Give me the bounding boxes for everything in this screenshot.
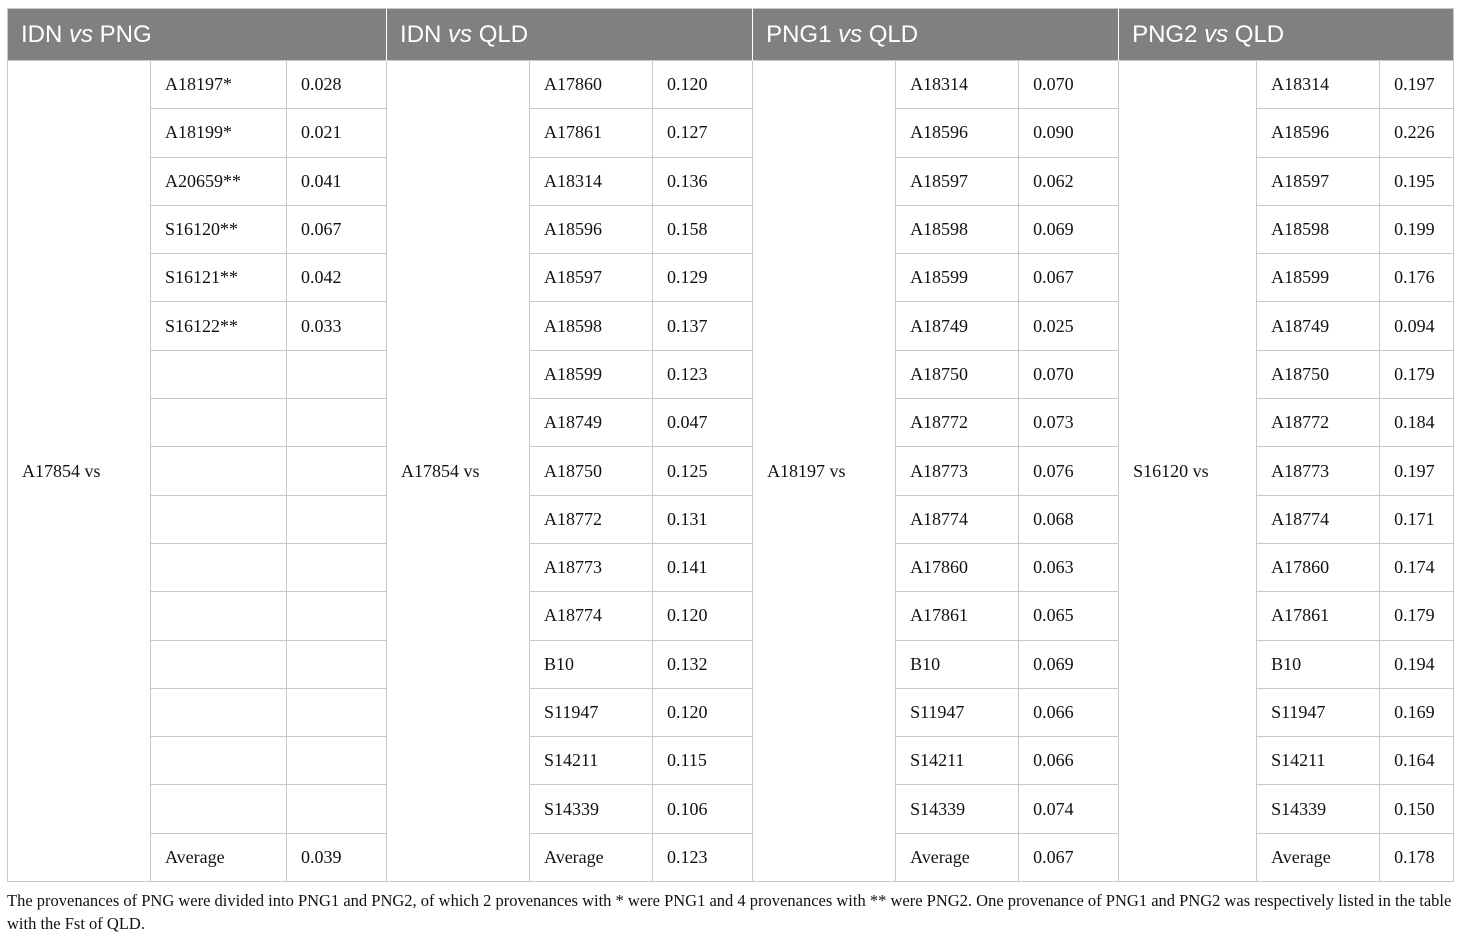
fst-value-cell: 0.120 (653, 61, 753, 109)
fst-value-cell: 0.039 (287, 833, 387, 881)
fst-value-cell: 0.106 (653, 785, 753, 833)
fst-value-cell: 0.076 (1019, 447, 1119, 495)
provenance-cell: A18597 (896, 157, 1019, 205)
fst-value-cell: 0.132 (653, 640, 753, 688)
fst-value-cell: 0.094 (1380, 302, 1454, 350)
table-row (8, 61, 1454, 109)
fst-value-cell: 0.199 (1380, 205, 1454, 253)
provenance-cell: S14211 (896, 737, 1019, 785)
provenance-cell (151, 447, 287, 495)
fst-value-cell: 0.137 (653, 302, 753, 350)
provenance-cell: S16122** (151, 302, 287, 350)
provenance-cell: A18774 (1257, 495, 1380, 543)
provenance-cell: A18314 (896, 61, 1019, 109)
fst-value-cell: 0.067 (1019, 254, 1119, 302)
group-label: A18197 vs (753, 61, 896, 882)
table-body (8, 61, 1454, 882)
provenance-cell: A20659** (151, 157, 287, 205)
provenance-cell: A18598 (1257, 205, 1380, 253)
fst-value-cell (287, 785, 387, 833)
header-right-text: PNG (93, 20, 152, 48)
fst-value-cell: 0.042 (287, 254, 387, 302)
fst-value-cell: 0.028 (287, 61, 387, 109)
provenance-cell: A18596 (530, 205, 653, 253)
provenance-cell (151, 495, 287, 543)
fst-value-cell: 0.179 (1380, 350, 1454, 398)
fst-value-cell: 0.141 (653, 543, 753, 591)
table-header-row (8, 9, 1454, 61)
provenance-cell: A17860 (1257, 543, 1380, 591)
header-left-text: IDN (400, 20, 449, 48)
fst-value-cell: 0.120 (653, 688, 753, 736)
fst-value-cell (287, 399, 387, 447)
provenance-cell: A18599 (896, 254, 1019, 302)
group-label: S16120 vs (1119, 61, 1257, 882)
column-header-4 (1119, 9, 1454, 61)
fst-value-cell: 0.184 (1380, 399, 1454, 447)
header-left-text: PNG2 (1132, 20, 1205, 48)
provenance-cell: A18774 (896, 495, 1019, 543)
fst-value-cell: 0.129 (653, 254, 753, 302)
fst-value-cell: 0.197 (1380, 61, 1454, 109)
fst-value-cell: 0.179 (1380, 592, 1454, 640)
provenance-cell: A18772 (530, 495, 653, 543)
provenance-cell: S14339 (1257, 785, 1380, 833)
provenance-cell: S14211 (1257, 737, 1380, 785)
provenance-cell: A18599 (530, 350, 653, 398)
fst-value-cell: 0.069 (1019, 205, 1119, 253)
provenance-cell: A18596 (1257, 109, 1380, 157)
column-header-2 (387, 9, 753, 61)
fst-value-cell: 0.025 (1019, 302, 1119, 350)
fst-value-cell: 0.069 (1019, 640, 1119, 688)
provenance-cell: A18199* (151, 109, 287, 157)
fst-value-cell: 0.164 (1380, 737, 1454, 785)
fst-value-cell: 0.065 (1019, 592, 1119, 640)
provenance-cell: S11947 (530, 688, 653, 736)
provenance-cell: S16121** (151, 254, 287, 302)
fst-value-cell: 0.171 (1380, 495, 1454, 543)
provenance-cell (151, 592, 287, 640)
provenance-cell: Average (530, 833, 653, 881)
fst-value-cell: 0.062 (1019, 157, 1119, 205)
fst-value-cell: 0.127 (653, 109, 753, 157)
fst-value-cell: 0.120 (653, 592, 753, 640)
provenance-cell: A18750 (1257, 350, 1380, 398)
provenance-cell (151, 399, 287, 447)
fst-value-cell: 0.169 (1380, 688, 1454, 736)
fst-value-cell: 0.021 (287, 109, 387, 157)
provenance-cell: B10 (896, 640, 1019, 688)
provenance-cell: B10 (530, 640, 653, 688)
provenance-cell: A18773 (530, 543, 653, 591)
provenance-cell: A18314 (530, 157, 653, 205)
fst-value-cell: 0.073 (1019, 399, 1119, 447)
provenance-cell: A18598 (896, 205, 1019, 253)
provenance-cell (151, 737, 287, 785)
fst-value-cell (287, 592, 387, 640)
header-right-text: QLD (472, 20, 529, 48)
provenance-cell: B10 (1257, 640, 1380, 688)
provenance-cell: A18596 (896, 109, 1019, 157)
provenance-cell: A18597 (1257, 157, 1380, 205)
header-left-text: IDN (21, 20, 69, 48)
header-right-text: QLD (862, 20, 919, 48)
header-right-text: QLD (1228, 20, 1285, 48)
provenance-cell (151, 350, 287, 398)
fst-value-cell: 0.131 (653, 495, 753, 543)
fst-value-cell: 0.176 (1380, 254, 1454, 302)
fst-value-cell: 0.070 (1019, 61, 1119, 109)
column-header-3 (753, 9, 1119, 61)
fst-value-cell: 0.066 (1019, 688, 1119, 736)
provenance-cell: A18772 (1257, 399, 1380, 447)
column-header-1 (8, 9, 387, 61)
fst-value-cell: 0.066 (1019, 737, 1119, 785)
provenance-cell: A18197* (151, 61, 287, 109)
fst-value-cell: 0.115 (653, 737, 753, 785)
fst-value-cell (287, 737, 387, 785)
provenance-cell: A18772 (896, 399, 1019, 447)
fst-value-cell: 0.067 (1019, 833, 1119, 881)
fst-value-cell (287, 688, 387, 736)
fst-value-cell: 0.150 (1380, 785, 1454, 833)
provenance-cell: S14211 (530, 737, 653, 785)
header-vs-text: vs (838, 20, 863, 48)
fst-value-cell: 0.195 (1380, 157, 1454, 205)
provenance-cell: A18750 (896, 350, 1019, 398)
header-vs-text: vs (1204, 20, 1229, 48)
group-label: A17854 vs (387, 61, 530, 882)
provenance-cell: A17861 (530, 109, 653, 157)
provenance-cell (151, 688, 287, 736)
fst-value-cell: 0.063 (1019, 543, 1119, 591)
provenance-cell: A17860 (530, 61, 653, 109)
provenance-cell: A18314 (1257, 61, 1380, 109)
fst-value-cell: 0.047 (653, 399, 753, 447)
provenance-cell: A18749 (1257, 302, 1380, 350)
provenance-cell: S11947 (1257, 688, 1380, 736)
fst-value-cell (287, 543, 387, 591)
fst-value-cell: 0.158 (653, 205, 753, 253)
provenance-cell (151, 785, 287, 833)
provenance-cell: A18598 (530, 302, 653, 350)
fst-value-cell: 0.125 (653, 447, 753, 495)
provenance-cell: A18750 (530, 447, 653, 495)
provenance-cell: A17860 (896, 543, 1019, 591)
group-label: A17854 vs (8, 61, 151, 882)
fst-value-cell (287, 350, 387, 398)
fst-value-cell: 0.067 (287, 205, 387, 253)
fst-value-cell: 0.226 (1380, 109, 1454, 157)
header-left-text: PNG1 (766, 20, 839, 48)
fst-value-cell: 0.090 (1019, 109, 1119, 157)
fst-table (7, 8, 1454, 882)
provenance-cell: A18774 (530, 592, 653, 640)
provenance-cell: Average (151, 833, 287, 881)
table-footnote: The provenances of PNG were divided into PNG1 and PNG2, of which 2 provenances with * were PNG1 and 4 provenances with ** were PNG2. One provenance of PNG1 and PNG2 was respectively listed in the table with the Fst of QLD. (7, 891, 1452, 933)
fst-value-cell: 0.174 (1380, 543, 1454, 591)
provenance-cell: A17861 (896, 592, 1019, 640)
provenance-cell: A18599 (1257, 254, 1380, 302)
header-vs-text: vs (448, 20, 473, 48)
header-vs-text: vs (69, 20, 93, 48)
fst-value-cell: 0.136 (653, 157, 753, 205)
provenance-cell: Average (896, 833, 1019, 881)
fst-value-cell: 0.194 (1380, 640, 1454, 688)
provenance-cell: S14339 (896, 785, 1019, 833)
fst-value-cell (287, 495, 387, 543)
fst-value-cell: 0.070 (1019, 350, 1119, 398)
provenance-cell: S11947 (896, 688, 1019, 736)
fst-value-cell: 0.197 (1380, 447, 1454, 495)
provenance-cell (151, 543, 287, 591)
provenance-cell: A17861 (1257, 592, 1380, 640)
fst-value-cell: 0.123 (653, 833, 753, 881)
provenance-cell: A18749 (896, 302, 1019, 350)
fst-value-cell: 0.178 (1380, 833, 1454, 881)
fst-value-cell: 0.033 (287, 302, 387, 350)
provenance-cell: S16120** (151, 205, 287, 253)
fst-value-cell: 0.074 (1019, 785, 1119, 833)
fst-value-cell (287, 640, 387, 688)
provenance-cell: A18773 (896, 447, 1019, 495)
provenance-cell: A18773 (1257, 447, 1380, 495)
provenance-cell: A18749 (530, 399, 653, 447)
fst-value-cell: 0.123 (653, 350, 753, 398)
provenance-cell (151, 640, 287, 688)
fst-value-cell: 0.041 (287, 157, 387, 205)
fst-value-cell (287, 447, 387, 495)
provenance-cell: S14339 (530, 785, 653, 833)
fst-value-cell: 0.068 (1019, 495, 1119, 543)
provenance-cell: Average (1257, 833, 1380, 881)
provenance-cell: A18597 (530, 254, 653, 302)
